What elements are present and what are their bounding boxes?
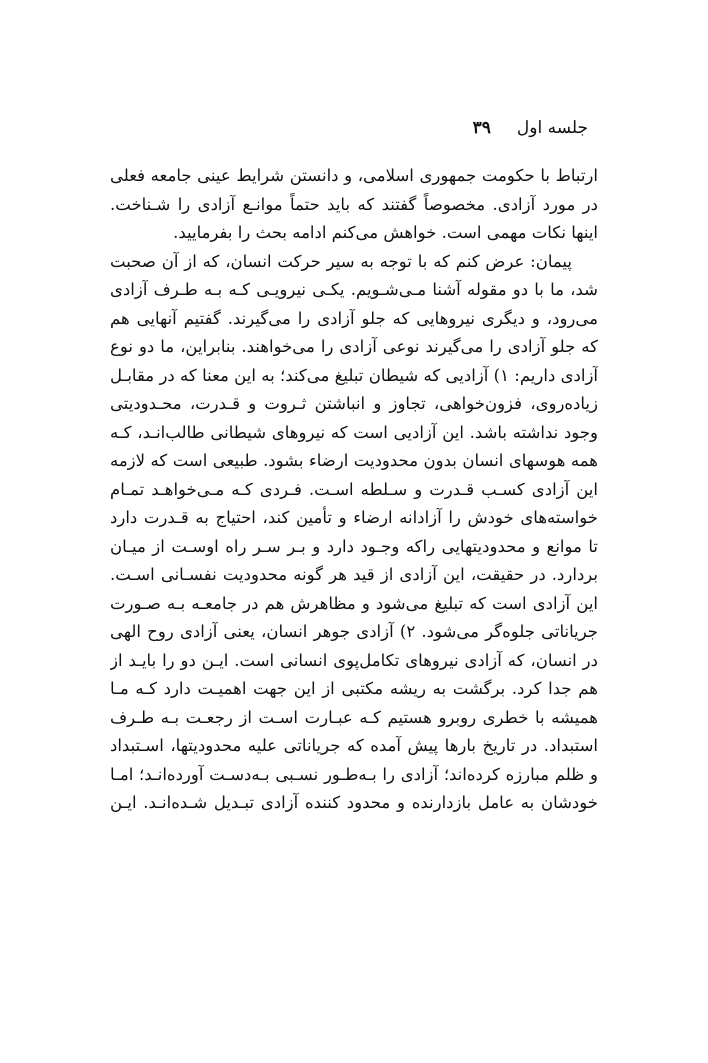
text-line: خودشان به عامل بازدارنده و محدود کننده آزادی تبـدیل شـده‌انـد. ایـن	[110, 793, 598, 812]
text-line: جریاناتی جلوه‌گر می‌شود. ۲) آزادی جوهر انسان، یعنی آزادی روح الهی	[110, 622, 598, 641]
text-line: که جلو آزادی را می‌گیرند نوعی آزادی را می‌خواهند. بنابراین، ما دو نوع	[110, 337, 598, 356]
text-line: و ظلم مبارزه کرده‌اند؛ آزادی را بـه‌طـور نسـبی بـه‌دسـت آورده‌انـد؛ امـا	[110, 764, 598, 784]
text-line: این آزادی است که تبلیغ می‌شود و مظاهرش هم در جامعـه بـه صـورت	[110, 593, 598, 613]
text-line: آزادی داریم: ۱) آزادیی که شیطان تبلیغ می‌کند؛ به این معنا که در مقابـل	[110, 365, 598, 385]
text-line: در انسان، که آزادی نیروهای تکامل‌پوی انسانی است. ایـن دو را بایـد از	[110, 650, 598, 670]
text-line: خواسته‌های خودش را آزادانه ارضاء و تأمین کند، احتیاج به قـدرت دارد	[110, 508, 598, 527]
text-line: پیمان: عرض کنم که با توجه به سیر حرکت انسان، که از آن صحبت	[110, 251, 572, 271]
text-line: بردارد. در حقیقت، این آزادی از قید هر گونه محدودیت نفسـانی اسـت.	[110, 565, 598, 584]
text-line: شد، ما با دو مقوله آشنا مـی‌شـویم. یکـی نیرویـی کـه بـه طـرف آزادی	[110, 280, 598, 299]
text-line: هم جدا کرد. برگشت به ریشه مکتبی از این جهت اهمیـت دارد کـه مـا	[110, 679, 598, 698]
text-line: استبداد. در تاریخ بارها پیش آمده که جریاناتی علیه محدودیتها، اسـتبداد	[110, 736, 598, 755]
text-line: این آزادی کسـب قـدرت و سـلطه اسـت. فـردی کـه مـی‌خواهـد تمـام	[110, 479, 598, 499]
text-line: اینها نکات مهمی است. خواهش می‌کنم ادامه بحث را بفرمایید.	[173, 223, 598, 242]
text-line: ارتباط با حکومت جمهوری اسلامی، و دانستن شرایط عینی جامعه فعلی	[110, 166, 598, 185]
text-line: زیاده‌روی، فزون‌خواهی، تجاوز و انباشتن ثـروت و قـدرت، محـدودیتی	[110, 394, 598, 413]
text-line: در مورد آزادی. مخصوصاً گفتند که باید حتماً موانـع آزادی را شـناخت.	[110, 194, 598, 214]
body-text	[110, 162, 598, 818]
page-header	[473, 118, 588, 138]
text-line: تا موانع و محدودیتهایی راکه وجـود دارد و بـر سـر راه اوسـت از میـان	[110, 536, 598, 556]
chapter-title: جلسه اول	[516, 118, 588, 138]
text-line: می‌رود، و دیگری نیروهایی که جلو آزادی را می‌گیرند. گفتیم آنهایی هم	[110, 308, 598, 328]
text-line: همیشه با خطری روبرو هستیم کـه عبـارت اسـت از رجعـت بـه طـرف	[110, 707, 598, 727]
page-number: ۳۹	[472, 118, 491, 138]
text-line: وجود نداشته باشد. این آزادیی است که نیروهای شیطانی طالب‌انـد، کـه	[110, 422, 598, 442]
text-line: همه هوسهای انسان بدون محدودیت ارضاء بشود. طبیعی است که لازمه	[110, 451, 598, 470]
